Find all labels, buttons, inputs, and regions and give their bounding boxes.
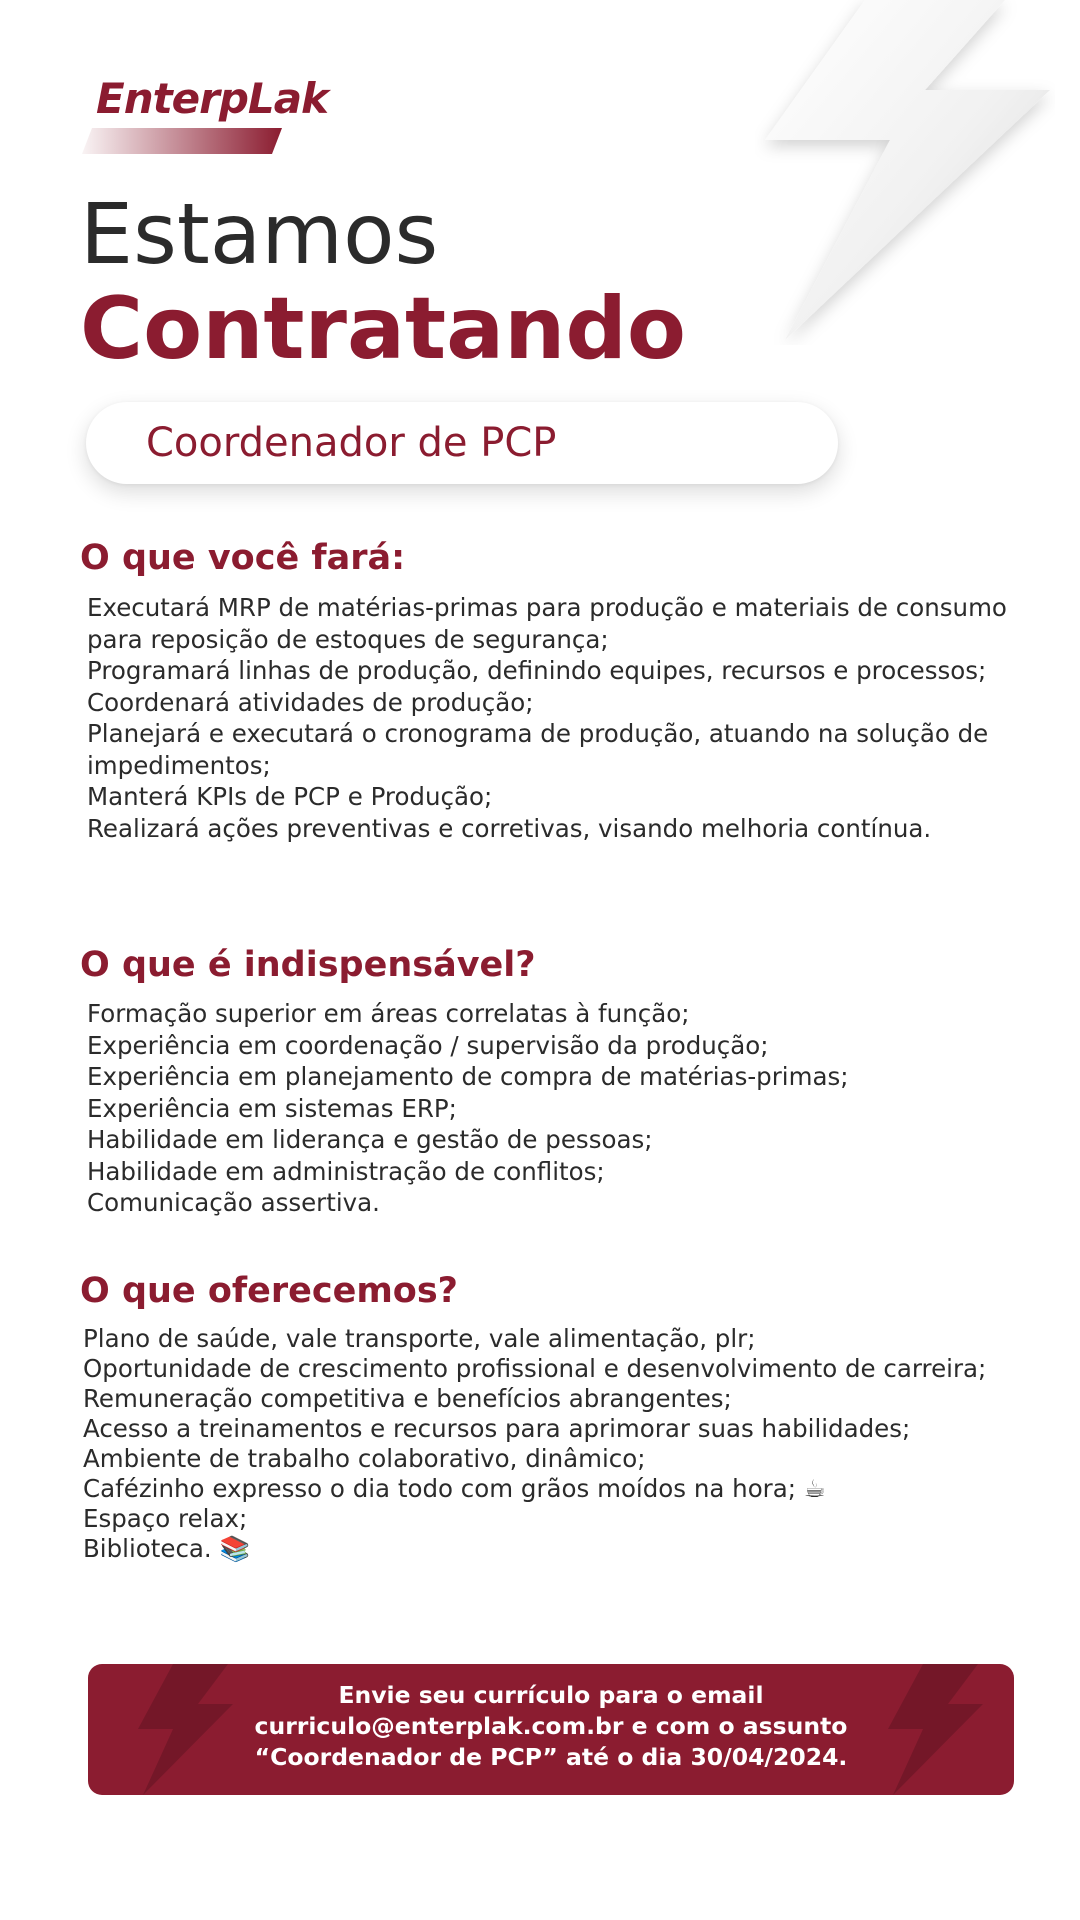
list-item: Oportunidade de crescimento profissional e desenvolvimento de carreira; xyxy=(83,1354,987,1383)
list-item: Acesso a treinamentos e recursos para aprimorar suas habilidades; xyxy=(83,1414,911,1443)
cta-email-line: curriculo@enterplak.com.br e com o assunto xyxy=(254,1712,848,1740)
section-heading-benefits: O que oferecemos? xyxy=(80,1271,458,1311)
list-item: Executará MRP de matérias-primas para produção e materiais de consumo para reposição de estoques de segurança; xyxy=(87,593,1007,654)
benefits-list xyxy=(83,1324,1043,1564)
cta-line: Envie seu currículo para o email xyxy=(338,1681,764,1709)
list-item: Formação superior em áreas correlatas à função; xyxy=(87,999,690,1028)
cta-text xyxy=(88,1680,1014,1773)
list-item: Habilidade em liderança e gestão de pessoas; xyxy=(87,1125,653,1154)
lightning-bolt-icon xyxy=(755,0,1055,345)
list-item: Biblioteca. 📚 xyxy=(83,1534,251,1563)
position-pill xyxy=(86,402,838,484)
list-item: Experiência em coordenação / supervisão da produção; xyxy=(87,1030,769,1060)
section-heading-requirements: O que é indispensável? xyxy=(80,945,536,985)
list-item: Espaço relax; xyxy=(83,1504,248,1533)
list-item: Comunicação assertiva. xyxy=(87,1188,380,1217)
list-item: Experiência em planejamento de compra de matérias-primas; xyxy=(87,1062,849,1091)
headline-contratando: Contratando xyxy=(80,279,686,379)
company-logo xyxy=(82,68,342,160)
logo-wordmark: EnterpLak xyxy=(96,74,328,123)
list-item: Cafézinho expresso o dia todo com grãos moídos na hora; ☕ xyxy=(83,1474,826,1503)
responsibilities-list xyxy=(87,592,1007,844)
list-item: Plano de saúde, vale transporte, vale alimentação, plr; xyxy=(83,1324,756,1353)
list-item: Planejará e executará o cronograma de produção, atuando na solução de impedimentos; xyxy=(87,719,989,780)
position-title: Coordenador de PCP xyxy=(146,420,557,466)
section-heading-responsibilities: O que você fará: xyxy=(80,538,406,578)
application-cta-box xyxy=(88,1664,1014,1795)
cta-subject-line: “Coordenador de PCP” até o dia 30/04/2024. xyxy=(254,1743,848,1771)
list-item: Remuneração competitiva e benefícios abrangentes; xyxy=(83,1384,732,1413)
list-item: Programará linhas de produção, definindo equipes, recursos e processos; xyxy=(87,656,987,685)
logo-swoosh xyxy=(82,128,282,154)
headline-estamos: Estamos xyxy=(80,185,439,283)
list-item: Coordenará atividades de produção; xyxy=(87,687,534,717)
requirements-list xyxy=(87,998,1007,1219)
list-item: Ambiente de trabalho colaborativo, dinâmico; xyxy=(83,1444,646,1473)
list-item: Habilidade em administração de conflitos; xyxy=(87,1156,605,1186)
list-item: Experiência em sistemas ERP; xyxy=(87,1093,457,1123)
list-item: Realizará ações preventivas e corretivas, visando melhoria contínua. xyxy=(87,813,932,843)
list-item: Manterá KPIs de PCP e Produção; xyxy=(87,782,493,811)
